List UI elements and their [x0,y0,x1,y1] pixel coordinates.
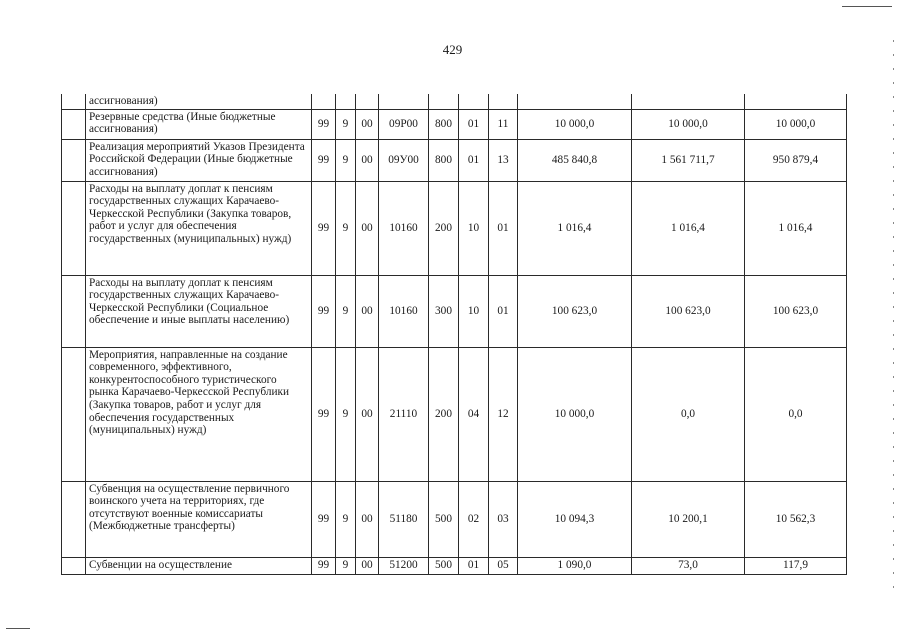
row-number-cell [62,481,86,557]
direction-code-cell: 09Р00 [379,109,429,139]
program-code-cell: 99 [312,139,336,181]
program-code-cell [312,94,336,109]
expense-type-cell: 200 [429,347,459,481]
table-row [62,347,847,481]
value-year-1-cell: 1 090,0 [518,557,632,574]
value-year-3-cell: 10 562,3 [745,481,847,557]
subsection-cell: 01 [489,181,518,275]
value-year-2-cell: 10 200,1 [632,481,745,557]
value-year-3-cell: 117,9 [745,557,847,574]
program-code-cell: 99 [312,347,336,481]
section-cell: 10 [459,181,489,275]
subsection-cell: 05 [489,557,518,574]
row-number-cell [62,181,86,275]
value-year-2-cell: 1 016,4 [632,181,745,275]
expense-type-cell: 200 [429,181,459,275]
section-cell: 10 [459,275,489,347]
table-row [62,109,847,139]
program-code-cell: 99 [312,557,336,574]
value-year-3-cell: 10 000,0 [745,109,847,139]
expense-type-cell: 500 [429,481,459,557]
value-year-3-cell: 1 016,4 [745,181,847,275]
value-year-1-cell: 100 623,0 [518,275,632,347]
budget-table [61,94,847,575]
subprogram-code-cell [336,94,356,109]
direction-code-cell: 21110 [379,347,429,481]
section-cell [459,94,489,109]
row-number-cell [62,109,86,139]
expense-type-cell: 800 [429,139,459,181]
value-year-2-cell: 0,0 [632,347,745,481]
table-row [62,557,847,574]
table-row [62,481,847,557]
expense-name-cell: Мероприятия, направленные на создание современного, эффективного, конкурентоспособного туристического рынка Карачаево-Черкесской Республики (Закупка товаров, работ и услуг для обеспечения государственных (муниципальных) нужд) [86,347,312,481]
row-number-cell [62,139,86,181]
section-cell: 04 [459,347,489,481]
value-year-2-cell: 1 561 711,7 [632,139,745,181]
row-number-cell [62,557,86,574]
value-year-1-cell: 10 000,0 [518,109,632,139]
group-code-cell: 00 [356,275,379,347]
value-year-1-cell: 485 840,8 [518,139,632,181]
subsection-cell: 12 [489,347,518,481]
expense-name-cell: Реализация мероприятий Указов Президента Российской Федерации (Иные бюджетные ассигнования) [86,139,312,181]
expense-name-cell: Расходы на выплату доплат к пенсиям государственных служащих Карачаево-Черкесской Республики (Закупка товаров, работ и услуг для обеспечения государственных (муниципальных) нужд) [86,181,312,275]
expense-name-cell: ассигнования) [86,94,312,109]
subprogram-code-cell: 9 [336,275,356,347]
value-year-2-cell: 100 623,0 [632,275,745,347]
subprogram-code-cell: 9 [336,139,356,181]
subsection-cell: 03 [489,481,518,557]
program-code-cell: 99 [312,181,336,275]
group-code-cell: 00 [356,139,379,181]
row-number-cell [62,347,86,481]
direction-code-cell [379,94,429,109]
expense-type-cell: 500 [429,557,459,574]
value-year-3-cell [745,94,847,109]
group-code-cell: 00 [356,347,379,481]
subprogram-code-cell: 9 [336,557,356,574]
scan-artifact-line [6,628,30,629]
value-year-3-cell: 950 879,4 [745,139,847,181]
group-code-cell: 00 [356,557,379,574]
direction-code-cell: 51200 [379,557,429,574]
value-year-1-cell: 10 000,0 [518,347,632,481]
value-year-1-cell [518,94,632,109]
table-row [62,94,847,109]
group-code-cell: 00 [356,109,379,139]
subprogram-code-cell: 9 [336,109,356,139]
table-row [62,275,847,347]
group-code-cell: 00 [356,481,379,557]
subprogram-code-cell: 9 [336,181,356,275]
direction-code-cell: 51180 [379,481,429,557]
subsection-cell: 11 [489,109,518,139]
section-cell: 01 [459,557,489,574]
row-number-cell [62,275,86,347]
expense-name-cell: Резервные средства (Иные бюджетные ассигнования) [86,109,312,139]
table-row [62,181,847,275]
value-year-2-cell: 73,0 [632,557,745,574]
subprogram-code-cell: 9 [336,481,356,557]
expense-name-cell: Субвенция на осуществление первичного воинского учета на территориях, где отсутствуют военные комиссариаты (Межбюджетные трансферты) [86,481,312,557]
program-code-cell: 99 [312,109,336,139]
table-row [62,139,847,181]
value-year-2-cell [632,94,745,109]
value-year-2-cell: 10 000,0 [632,109,745,139]
subsection-cell: 13 [489,139,518,181]
expense-name-cell: Расходы на выплату доплат к пенсиям государственных служащих Карачаево-Черкесской Республики (Социальное обеспечение и иные выплаты населению) [86,275,312,347]
section-cell: 01 [459,109,489,139]
expense-type-cell [429,94,459,109]
subsection-cell: 01 [489,275,518,347]
subsection-cell [489,94,518,109]
group-code-cell [356,94,379,109]
scan-artifact-line [842,6,892,7]
scan-artifact-edge [893,40,894,600]
program-code-cell: 99 [312,275,336,347]
direction-code-cell: 09У00 [379,139,429,181]
subprogram-code-cell: 9 [336,347,356,481]
expense-type-cell: 800 [429,109,459,139]
group-code-cell: 00 [356,181,379,275]
row-number-cell [62,94,86,109]
value-year-3-cell: 100 623,0 [745,275,847,347]
direction-code-cell: 10160 [379,181,429,275]
program-code-cell: 99 [312,481,336,557]
section-cell: 01 [459,139,489,181]
direction-code-cell: 10160 [379,275,429,347]
value-year-1-cell: 1 016,4 [518,181,632,275]
page-number: 429 [442,42,463,57]
value-year-1-cell: 10 094,3 [518,481,632,557]
value-year-3-cell: 0,0 [745,347,847,481]
section-cell: 02 [459,481,489,557]
expense-type-cell: 300 [429,275,459,347]
expense-name-cell: Субвенции на осуществление [86,557,312,574]
